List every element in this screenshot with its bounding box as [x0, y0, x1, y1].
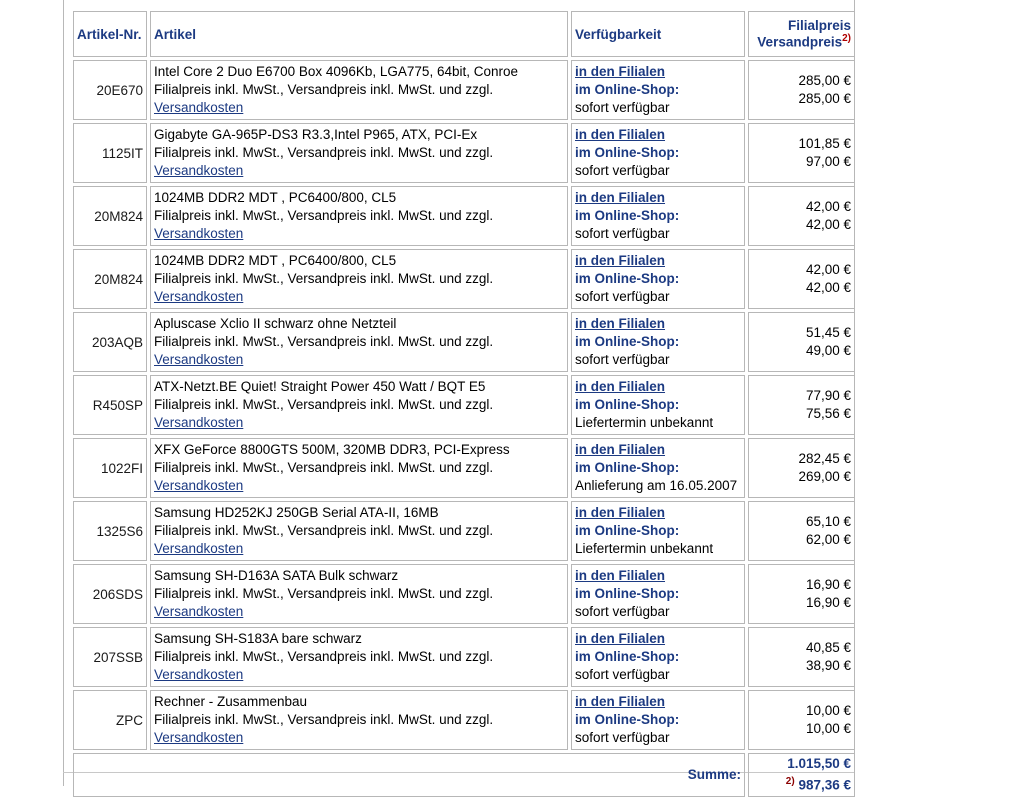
availability-cell — [571, 60, 745, 120]
online-shop-label: im Online-Shop: — [575, 271, 680, 286]
ship-price: 269,00 € — [798, 469, 851, 484]
ship-price: 75,56 € — [805, 406, 851, 421]
article-name: Samsung HD252KJ 250GB Serial ATA-II, 16MB — [154, 505, 439, 520]
availability-status: sofort verfügbar — [575, 352, 670, 367]
article-name: Intel Core 2 Duo E6700 Box 4096Kb, LGA775, 64bit, Conroe — [154, 64, 518, 79]
price-info: Filialpreis inkl. MwSt., Versandpreis inkl. MwSt. und zzgl. — [154, 334, 494, 349]
online-shop-label: im Online-Shop: — [575, 523, 680, 538]
header-article: Artikel — [150, 11, 568, 57]
availability-cell — [571, 186, 745, 246]
ship-price: 62,00 € — [805, 532, 851, 547]
article-cell — [150, 123, 568, 183]
stores-link[interactable]: in den Filialen — [575, 127, 666, 142]
stores-link[interactable]: in den Filialen — [575, 253, 666, 268]
ship-price: 97,00 € — [805, 154, 851, 169]
online-shop-label: im Online-Shop: — [575, 586, 680, 601]
article-name: 1024MB DDR2 MDT , PC6400/800, CL5 — [154, 190, 397, 205]
online-shop-label: im Online-Shop: — [575, 208, 680, 223]
price-cell — [748, 249, 855, 309]
price-cell — [748, 438, 855, 498]
stores-link[interactable]: in den Filialen — [575, 694, 666, 709]
article-nr: 206SDS — [73, 564, 147, 624]
shipping-costs-link[interactable]: Versandkosten — [154, 730, 244, 745]
article-nr: 207SSB — [73, 627, 147, 687]
table-row — [73, 627, 855, 687]
table-row — [73, 312, 855, 372]
header-store-price: Filialpreis — [787, 18, 851, 34]
availability-status: Liefertermin unbekannt — [575, 415, 714, 430]
ship-price: 285,00 € — [798, 91, 851, 106]
availability-status: sofort verfügbar — [575, 604, 670, 619]
table-row — [73, 249, 855, 309]
availability-cell — [571, 438, 745, 498]
store-price: 40,85 € — [805, 640, 851, 655]
price-cell — [748, 375, 855, 435]
stores-link[interactable]: in den Filialen — [575, 190, 666, 205]
availability-status: sofort verfügbar — [575, 100, 670, 115]
availability-status: sofort verfügbar — [575, 730, 670, 745]
article-cell — [150, 438, 568, 498]
price-cell — [748, 501, 855, 561]
shipping-costs-link[interactable]: Versandkosten — [154, 226, 244, 241]
article-cell — [150, 312, 568, 372]
article-cell — [150, 690, 568, 750]
ship-price: 16,90 € — [805, 595, 851, 610]
table-row — [73, 501, 855, 561]
article-nr: R450SP — [73, 375, 147, 435]
availability-cell — [571, 627, 745, 687]
article-nr: 20M824 — [73, 249, 147, 309]
price-info: Filialpreis inkl. MwSt., Versandpreis inkl. MwSt. und zzgl. — [154, 586, 494, 601]
price-info: Filialpreis inkl. MwSt., Versandpreis inkl. MwSt. und zzgl. — [154, 271, 494, 286]
availability-status: sofort verfügbar — [575, 667, 670, 682]
article-name: 1024MB DDR2 MDT , PC6400/800, CL5 — [154, 253, 397, 268]
price-info: Filialpreis inkl. MwSt., Versandpreis inkl. MwSt. und zzgl. — [154, 649, 494, 664]
article-name: ATX-Netzt.BE Quiet! Straight Power 450 Watt / BQT E5 — [154, 379, 486, 394]
footnote-marker: 2) — [842, 33, 851, 45]
availability-status: sofort verfügbar — [575, 289, 670, 304]
table-row — [73, 186, 855, 246]
table-row — [73, 123, 855, 183]
cart-table — [70, 8, 858, 800]
article-name: Samsung SH-D163A SATA Bulk schwarz — [154, 568, 399, 583]
article-nr: 20E670 — [73, 60, 147, 120]
availability-status: sofort verfügbar — [575, 226, 670, 241]
article-name: Samsung SH-S183A bare schwarz — [154, 631, 362, 646]
article-name: Rechner - Zusammenbau — [154, 694, 308, 709]
price-info: Filialpreis inkl. MwSt., Versandpreis inkl. MwSt. und zzgl. — [154, 145, 494, 160]
article-cell — [150, 375, 568, 435]
stores-link[interactable]: in den Filialen — [575, 379, 666, 394]
article-cell — [150, 501, 568, 561]
table-row — [73, 438, 855, 498]
availability-cell — [571, 564, 745, 624]
stores-link[interactable]: in den Filialen — [575, 442, 666, 457]
price-cell — [748, 60, 855, 120]
ship-price: 49,00 € — [805, 343, 851, 358]
availability-status: Anlieferung am 16.05.2007 — [575, 478, 738, 493]
shipping-costs-link[interactable]: Versandkosten — [154, 478, 244, 493]
article-nr: 1125IT — [73, 123, 147, 183]
store-price: 101,85 € — [798, 136, 851, 151]
price-cell — [748, 690, 855, 750]
footnote-marker: 2) — [785, 776, 795, 787]
article-nr: ZPC — [73, 690, 147, 750]
table-row — [73, 60, 855, 120]
price-cell — [748, 312, 855, 372]
article-name: XFX GeForce 8800GTS 500M, 320MB DDR3, PCI-Express — [154, 442, 510, 457]
price-cell — [748, 186, 855, 246]
store-price: 51,45 € — [805, 325, 851, 340]
article-cell — [150, 627, 568, 687]
shipping-costs-link[interactable]: Versandkosten — [154, 415, 244, 430]
stores-link[interactable]: in den Filialen — [575, 316, 666, 331]
article-name: Gigabyte GA-965P-DS3 R3.3,Intel P965, ATX, PCI-Ex — [154, 127, 478, 142]
availability-cell — [571, 375, 745, 435]
article-cell — [150, 249, 568, 309]
header-price — [748, 11, 855, 57]
shipping-costs-link[interactable]: Versandkosten — [154, 604, 244, 619]
article-nr: 1325S6 — [73, 501, 147, 561]
article-nr: 203AQB — [73, 312, 147, 372]
store-price: 77,90 € — [805, 388, 851, 403]
sum-label: Summe: — [73, 753, 745, 797]
table-row — [73, 690, 855, 750]
price-info: Filialpreis inkl. MwSt., Versandpreis inkl. MwSt. und zzgl. — [154, 82, 494, 97]
availability-cell — [571, 690, 745, 750]
online-shop-label: im Online-Shop: — [575, 712, 680, 727]
store-price: 16,90 € — [805, 577, 851, 592]
availability-status: Liefertermin unbekannt — [575, 541, 714, 556]
price-info: Filialpreis inkl. MwSt., Versandpreis inkl. MwSt. und zzgl. — [154, 460, 494, 475]
online-shop-label: im Online-Shop: — [575, 460, 680, 475]
price-info: Filialpreis inkl. MwSt., Versandpreis inkl. MwSt. und zzgl. — [154, 523, 494, 538]
availability-cell — [571, 312, 745, 372]
price-cell — [748, 564, 855, 624]
availability-cell — [571, 501, 745, 561]
shipping-costs-link[interactable]: Versandkosten — [154, 352, 244, 367]
online-shop-label: im Online-Shop: — [575, 334, 680, 349]
article-nr: 20M824 — [73, 186, 147, 246]
shipping-costs-link[interactable]: Versandkosten — [154, 100, 244, 115]
sum-ship-price: 987,36 € — [798, 777, 851, 793]
stores-link[interactable]: in den Filialen — [575, 631, 666, 646]
ship-price: 10,00 € — [805, 721, 851, 736]
table-row — [73, 564, 855, 624]
article-cell — [150, 186, 568, 246]
table-row — [73, 375, 855, 435]
ship-price: 38,90 € — [805, 658, 851, 673]
online-shop-label: im Online-Shop: — [575, 649, 680, 664]
stores-link[interactable]: in den Filialen — [575, 568, 666, 583]
ship-price: 42,00 € — [805, 280, 851, 295]
price-info: Filialpreis inkl. MwSt., Versandpreis inkl. MwSt. und zzgl. — [154, 397, 494, 412]
ship-price: 42,00 € — [805, 217, 851, 232]
stores-link[interactable]: in den Filialen — [575, 64, 666, 79]
store-price: 10,00 € — [805, 703, 851, 718]
article-cell — [150, 564, 568, 624]
shipping-costs-link[interactable]: Versandkosten — [154, 667, 244, 682]
online-shop-label: im Online-Shop: — [575, 397, 680, 412]
header-availability: Verfügbarkeit — [571, 11, 745, 57]
table-header-row — [73, 11, 855, 57]
availability-status: sofort verfügbar — [575, 163, 670, 178]
stores-link[interactable]: in den Filialen — [575, 505, 666, 520]
online-shop-label: im Online-Shop: — [575, 145, 680, 160]
shipping-costs-link[interactable]: Versandkosten — [154, 541, 244, 556]
store-price: 65,10 € — [805, 514, 851, 529]
store-price: 42,00 € — [805, 199, 851, 214]
summary-row — [73, 753, 855, 797]
article-nr: 1022FI — [73, 438, 147, 498]
price-cell — [748, 627, 855, 687]
store-price: 285,00 € — [798, 73, 851, 88]
price-info: Filialpreis inkl. MwSt., Versandpreis inkl. MwSt. und zzgl. — [154, 208, 494, 223]
price-info: Filialpreis inkl. MwSt., Versandpreis inkl. MwSt. und zzgl. — [154, 712, 494, 727]
store-price: 282,45 € — [798, 451, 851, 466]
header-article-nr: Artikel-Nr. — [73, 11, 147, 57]
shipping-costs-link[interactable]: Versandkosten — [154, 289, 244, 304]
sum-store-price: 1.015,50 € — [787, 756, 851, 771]
sum-values — [748, 753, 855, 797]
online-shop-label: im Online-Shop: — [575, 82, 680, 97]
store-price: 42,00 € — [805, 262, 851, 277]
article-cell — [150, 60, 568, 120]
availability-cell — [571, 249, 745, 309]
price-cell — [748, 123, 855, 183]
shipping-costs-link[interactable]: Versandkosten — [154, 163, 244, 178]
article-name: Apluscase Xclio II schwarz ohne Netzteil — [154, 316, 397, 331]
header-ship-price: Versandpreis — [757, 34, 843, 50]
availability-cell — [571, 123, 745, 183]
